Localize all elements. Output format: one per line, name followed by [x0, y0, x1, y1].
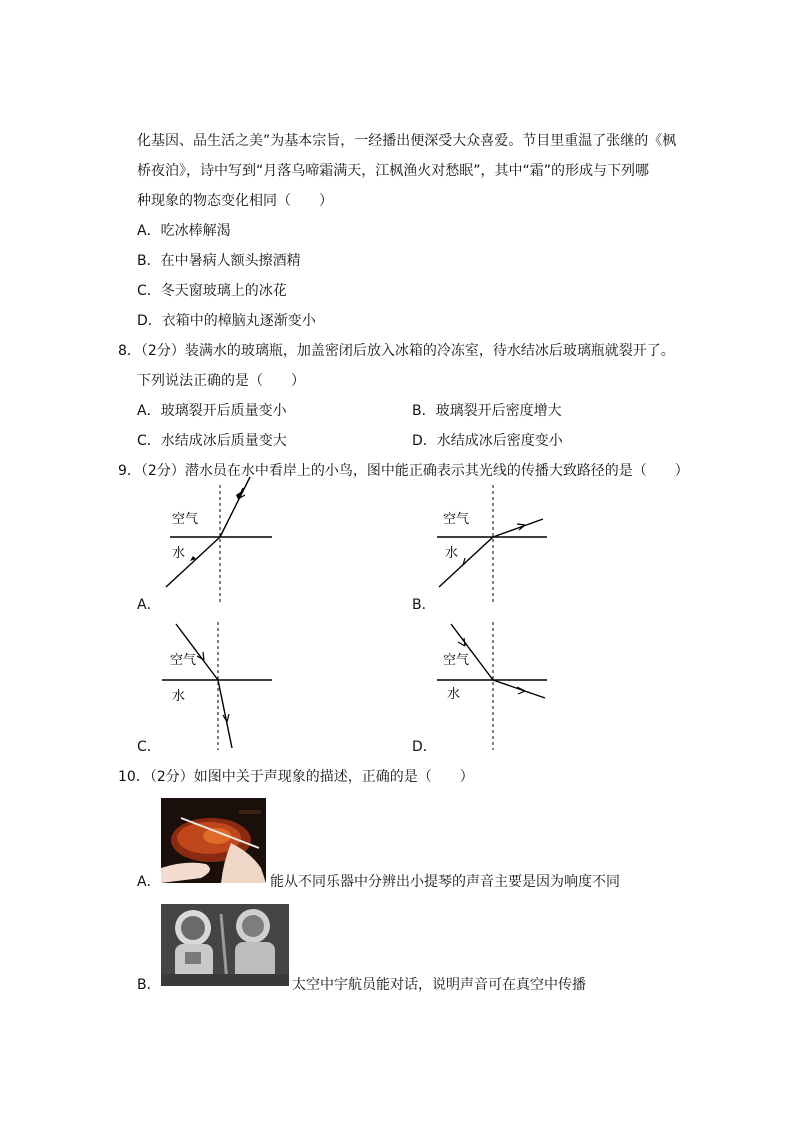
q9-option-c-label: C． [137, 739, 161, 755]
refraction-diagram-a [150, 475, 290, 610]
q7-option-a: A．吃冰棒解渴 [137, 223, 231, 239]
q10-option-a-letter: A． [137, 874, 161, 890]
q9-option-b-label: B． [412, 597, 436, 613]
q7-option-c: C．冬天窗玻璃上的冰花 [137, 283, 287, 299]
water-label: 水 [445, 546, 459, 561]
q10-stem: 10．（2分）如图中关于声现象的描述，正确的是（ ） [118, 769, 474, 785]
air-label: 空气 [172, 512, 199, 527]
air-label: 空气 [170, 653, 197, 668]
q10-option-a-text: 能从不同乐器中分辨出小提琴的声音主要是因为响度不同 [270, 874, 620, 890]
q8-option-a: A．玻璃裂开后质量变小 [137, 403, 287, 419]
q8-stem-line-2: 下列说法正确的是（ ） [137, 373, 305, 389]
q8-option-b: B．玻璃裂开后密度增大 [412, 403, 562, 419]
q10-option-b-letter: B． [137, 977, 161, 993]
astronauts-photo [161, 904, 289, 986]
air-label: 空气 [443, 653, 470, 668]
water-label: 水 [172, 689, 186, 704]
q7-line-1: 化基因、品生活之美”为基本宗旨，一经播出便深受大众喜爱。节目里重温了张继的《枫 [137, 133, 677, 149]
water-label: 水 [447, 687, 461, 702]
q8-option-d: D．水结成冰后密度变小 [412, 433, 563, 449]
q8-option-c: C．水结成冰后质量变大 [137, 433, 287, 449]
q7-line-2: 桥夜泊》，诗中写到“月落乌啼霜满天，江枫渔火对愁眠”，其中“霜”的形成与下列哪 [137, 163, 650, 179]
q9-option-a-label: A． [137, 597, 161, 613]
refraction-diagram-c [150, 618, 290, 753]
q10-option-b-text: 太空中宇航员能对话，说明声音可在真空中传播 [292, 977, 586, 993]
refraction-diagram-d [425, 618, 565, 753]
q7-option-b: B．在中暑病人额头擦酒精 [137, 253, 301, 269]
q8-stem-line-1: 8．（2分）装满水的玻璃瓶，加盖密闭后放入冰箱的冷冻室，待水结冰后玻璃瓶就裂开了。 [118, 343, 675, 359]
refraction-diagram-b [425, 475, 565, 610]
water-label: 水 [172, 546, 186, 561]
q7-option-d: D．衣箱中的樟脑丸逐渐变小 [137, 313, 316, 329]
q9-option-d-label: D． [412, 739, 437, 755]
violin-photo [161, 798, 266, 883]
q7-line-3: 种现象的物态变化相同（ ） [137, 193, 333, 209]
q9-stem: 9．（2分）潜水员在水中看岸上的小鸟，图中能正确表示其光线的传播大致路径的是（ ） [118, 463, 689, 479]
air-label: 空气 [443, 512, 470, 527]
